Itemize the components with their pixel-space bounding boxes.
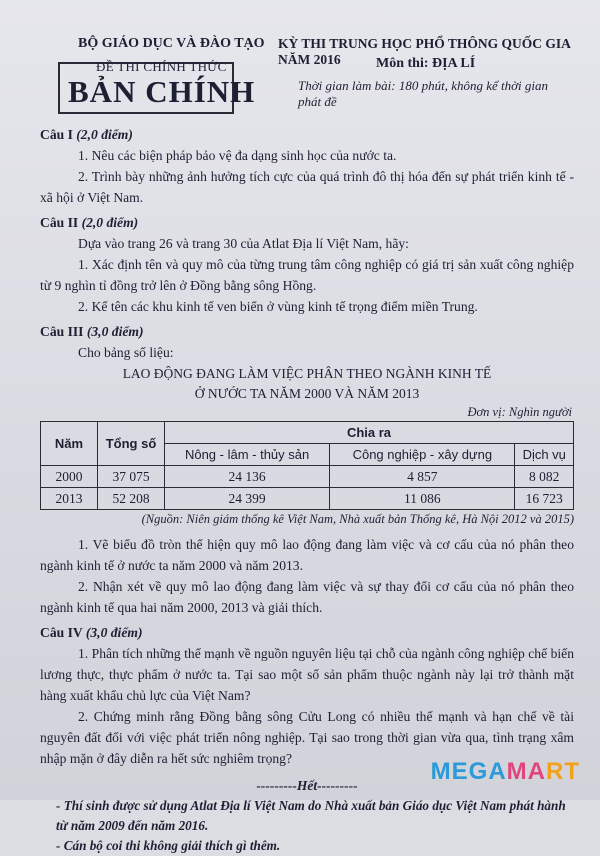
table-header-year: Năm [41, 422, 98, 466]
question-1-item-1: 1. Nêu các biện pháp bảo vệ đa dạng sinh học của nước ta. [78, 148, 397, 163]
note-atlas: - Thí sinh được sử dụng Atlat Địa lí Việt Nam do Nhà xuất bản Giáo dục Việt Nam phát hành từ năm 2009 đến năm 2016. [56, 798, 566, 833]
question-1-title: Câu I (2,0 điểm) [40, 127, 133, 142]
end-marker: ---------Hết--------- [256, 778, 358, 793]
row-total: 37 075 [98, 466, 165, 488]
question-2-intro: Dựa vào trang 26 và trang 30 của Atlat Địa lí Việt Nam, hãy: [78, 236, 409, 251]
question-1-item-2: 2. Trình bày những ảnh hưởng tích cực của quá trình đô thị hóa đến sự phát triển kinh tế - xã hội ở Việt Nam. [40, 169, 574, 205]
table-header-service: Dịch vụ [515, 444, 574, 466]
exam-header [40, 0, 574, 120]
row-agri: 24 136 [165, 466, 330, 488]
table-header-split: Chia ra [165, 422, 574, 444]
row-year: 2013 [41, 488, 98, 510]
table-header-industry: Công nghiệp - xây dựng [330, 444, 515, 466]
table-title-line-1: LAO ĐỘNG ĐANG LÀM VIỆC PHÂN THEO NGÀNH KINH TẾ [122, 366, 492, 381]
exam-notes [40, 796, 574, 856]
table-row [41, 488, 574, 510]
question-4-item-1: 1. Phân tích những thế mạnh về nguồn nguyên liệu tại chỗ của ngành công nghiệp chế biến lương thực, thực phẩm ở nước ta. Tại sao một số sản phẩm thuộc ngành này lại trở thành mặt hàng xuất khẩu chủ lực của Việt Nam? [40, 646, 574, 703]
question-2-item-2: 2. Kể tên các khu kinh tế ven biển ở vùng kinh tế trọng điểm miền Trung. [78, 299, 478, 314]
row-industry: 4 857 [330, 466, 515, 488]
question-3-item-1: 1. Vẽ biểu đồ tròn thể hiện quy mô lao động đang làm việc và cơ cấu của nó phân theo ngành kinh tế ở nước ta năm 2000 và năm 2013. [40, 537, 574, 573]
exam-title: KỲ THI TRUNG HỌC PHỔ THÔNG QUỐC GIA NĂM 2016 [278, 36, 571, 67]
question-3-title: Câu III (3,0 điểm) [40, 324, 144, 339]
question-4-title: Câu IV (3,0 điểm) [40, 625, 143, 640]
table-header-agri: Nông - lâm - thủy sản [165, 444, 330, 466]
exam-time: Thời gian làm bài: 180 phút, không kể thời gian phát đề [298, 78, 549, 109]
official-stamp-text: BẢN CHÍNH [68, 74, 256, 109]
ministry-name: BỘ GIÁO DỤC VÀ ĐÀO TẠO [78, 36, 265, 51]
table-unit: Đơn vị: Nghìn người [467, 405, 572, 419]
table-row [41, 466, 574, 488]
table-header-total: Tổng số [98, 422, 165, 466]
question-2-item-1: 1. Xác định tên và quy mô của từng trung tâm công nghiệp có giá trị sản xuất công nghiệp từ 9 nghìn tỉ đồng trở lên ở Đồng bằng sông Hồng. [40, 257, 574, 293]
row-year: 2000 [41, 466, 98, 488]
question-3-item-2: 2. Nhận xét về quy mô lao động đang làm việc và sự thay đổi cơ cấu của nó phân theo ngành kinh tế qua hai năm 2000, 2013 và giải thích. [40, 579, 574, 615]
row-industry: 11 086 [330, 488, 515, 510]
row-agri: 24 399 [165, 488, 330, 510]
row-service: 8 082 [515, 466, 574, 488]
table-source: (Nguồn: Niên giám thống kê Việt Nam, Nhà xuất bản Thống kê, Hà Nội 2012 và 2015) [141, 512, 574, 526]
question-3-intro: Cho bảng số liệu: [78, 345, 174, 360]
note-proctor: - Cán bộ coi thi không giải thích gì thêm. [56, 838, 281, 853]
official-label: ĐỀ THI CHÍNH THỨC [96, 59, 227, 74]
exam-content [40, 124, 574, 856]
labor-table [40, 421, 574, 510]
exam-subject: Môn thi: ĐỊA LÍ [376, 56, 476, 71]
row-service: 16 723 [515, 488, 574, 510]
megamart-watermark: MEGAMART [430, 758, 580, 785]
question-4-item-2: 2. Chứng minh rằng Đồng bằng sông Cửu Long có nhiều thế mạnh và hạn chế về tài nguyên đất đối với việc phát triển nông nghiệp. Tại sao trong thời gian vừa qua, tình trạng xâm nhập mặn ở đây diễn ra hết sức nghiêm trọng? [40, 709, 574, 766]
question-2-title: Câu II (2,0 điểm) [40, 215, 139, 230]
table-title-line-2: Ở NƯỚC TA NĂM 2000 VÀ NĂM 2013 [194, 386, 420, 401]
row-total: 52 208 [98, 488, 165, 510]
